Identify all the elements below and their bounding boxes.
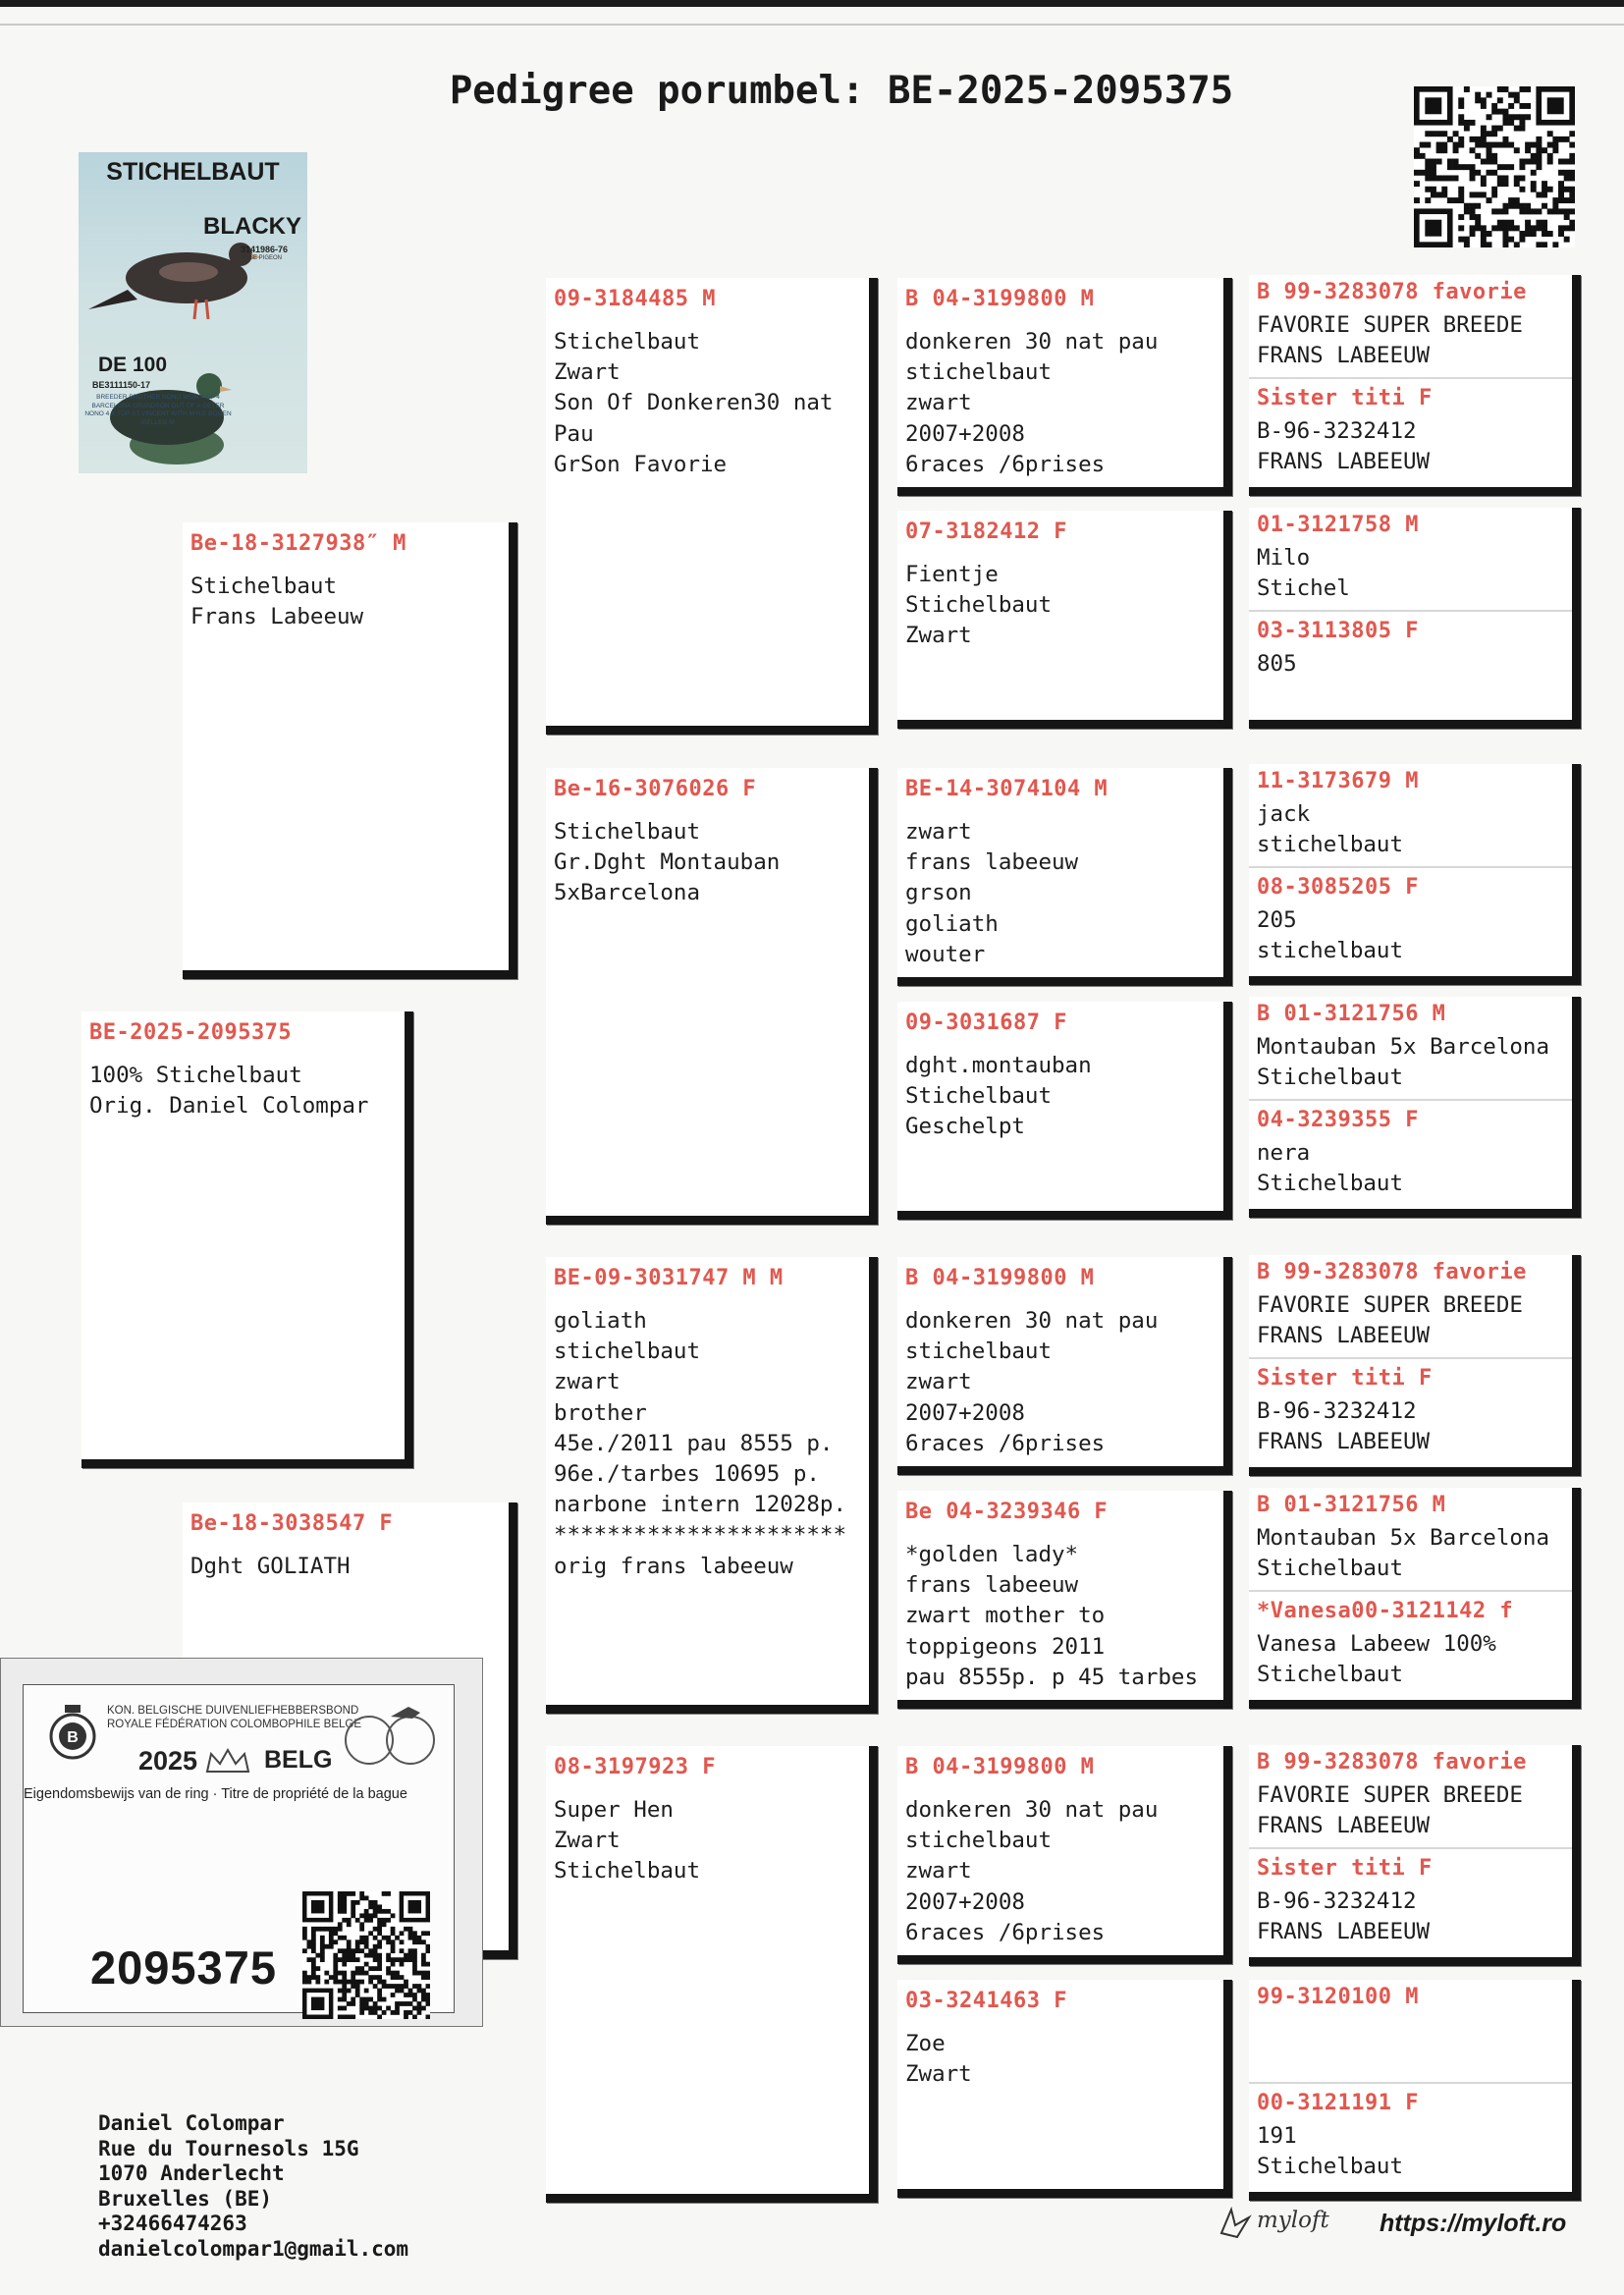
detail-line: zwart [905, 1858, 972, 1885]
detail-line: FAVORIE SUPER BREEDE [1257, 312, 1523, 338]
gen4-divider [1249, 866, 1572, 868]
detail-line: FRANS LABEEUW [1257, 1429, 1431, 1455]
detail-line: goliath [554, 1308, 647, 1334]
certificate-org-nl: KON. BELGISCHE DUIVENLIEFHEBBERSBOND [107, 1705, 359, 1717]
detail-line: 2007+2008 [905, 420, 1025, 447]
detail-line: frans labeeuw [905, 1572, 1079, 1599]
detail-line: Stichelbaut [905, 1083, 1053, 1110]
gen4-ancestor-lower [1257, 1365, 1566, 1457]
detail-line: zwart mother to [905, 1603, 1106, 1629]
detail-line: Stichelbaut [1257, 1662, 1404, 1688]
detail-line: toppigeons 2011 [905, 1633, 1106, 1660]
grandparent-details [554, 327, 859, 480]
gen4-details [1257, 543, 1566, 604]
gen4-ring: 04-3239355 F [1257, 1108, 1419, 1132]
detail-line: FRANS LABEEUW [1257, 343, 1431, 369]
subject-ring: BE-2025-2095375 [89, 1020, 293, 1045]
photo-bird2-name: DE 100 [98, 354, 168, 376]
gen4-ring: 08-3085205 F [1257, 875, 1419, 900]
grandparent-card-3 [546, 1257, 878, 1714]
svg-text:B: B [67, 1729, 79, 1746]
detail-line: Vanesa Labeew 100% [1257, 1631, 1496, 1657]
great-grandparent-details [905, 560, 1214, 652]
detail-line: Frans Labeeuw [190, 604, 364, 630]
subject-details [89, 1061, 395, 1121]
scan-top-line [0, 24, 1624, 26]
address-line: +32466474263 [98, 2212, 247, 2235]
gen4-details [1257, 416, 1566, 477]
gen4-divider [1249, 2082, 1572, 2084]
photo-loft-name: STICHELBAUT [106, 158, 280, 186]
detail-line: jack [1257, 801, 1311, 827]
detail-line: brother [554, 1399, 647, 1426]
sire-details [190, 572, 499, 632]
grandparent-ring: Be-16-3076026 F [554, 777, 757, 801]
scan-top-edge [0, 0, 1624, 7]
great-grandparent-details [905, 817, 1214, 970]
detail-line: FRANS LABEEUW [1257, 449, 1431, 475]
detail-line: Dght GOLIATH [190, 1554, 351, 1579]
gen4-details [1257, 1780, 1566, 1841]
gen4-divider [1249, 1357, 1572, 1359]
dam-details [190, 1552, 499, 1582]
great-grandparent-card-8 [897, 1980, 1232, 2198]
gen4-divider [1249, 1847, 1572, 1849]
detail-line: Stichelbaut [1257, 1171, 1404, 1197]
gen4-ring: *Vanesa00-3121142 f [1257, 1599, 1514, 1623]
dam-ring: Be-18-3038547 F [190, 1511, 394, 1536]
great-grandparent-ring: 07-3182412 F [905, 519, 1067, 544]
gen4-ring: Sister titi F [1257, 386, 1433, 410]
certificate-year: 2025 [138, 1746, 198, 1776]
detail-line: FRANS LABEEUW [1257, 1323, 1431, 1349]
detail-line: grson [905, 880, 972, 906]
detail-line: Pau [554, 420, 594, 447]
detail-line: nera [1257, 1140, 1311, 1166]
crown-icon [203, 1746, 252, 1776]
gen4-ancestor-lower [1257, 618, 1566, 680]
great-grandparent-details [905, 2029, 1214, 2090]
detail-line: Zwart [554, 359, 621, 386]
detail-line: B-96-3232412 [1257, 1888, 1417, 1914]
detail-line: orig frans labeeuw [554, 1553, 793, 1579]
gen4-ring: B 99-3283078 favorie [1257, 1750, 1527, 1775]
detail-line: 805 [1257, 651, 1297, 677]
detail-line: stichelbaut [905, 1828, 1053, 1854]
gen4-ancestor-upper [1257, 512, 1566, 604]
grandparent-card-4 [546, 1746, 878, 2203]
detail-line: Montauban 5x Barcelona [1257, 1034, 1550, 1060]
gen4-details [1257, 2121, 1566, 2182]
owner-address [98, 2111, 408, 2262]
gen4-card-5 [1249, 1255, 1581, 1476]
gen4-ring: 11-3173679 M [1257, 769, 1419, 793]
grandparent-ring: 09-3184485 M [554, 287, 716, 311]
detail-line: 45e./2011 pau 8555 p. [554, 1430, 834, 1456]
grandparent-details [554, 1306, 859, 1582]
gen4-card-3 [1249, 764, 1581, 985]
address-line: 1070 Anderlecht [98, 2161, 285, 2185]
photo-bird2-ring: BE3111150-17 [92, 380, 151, 390]
gen4-divider [1249, 1099, 1572, 1101]
gen4-card-7 [1249, 1745, 1581, 1966]
great-grandparent-details [905, 1051, 1214, 1143]
detail-line: FRANS LABEEUW [1257, 1813, 1431, 1839]
photo-bird1-name: BLACKY [203, 213, 301, 240]
detail-line: Stichelbaut [554, 329, 701, 355]
detail-line: donkeren 30 nat pau [905, 1308, 1159, 1334]
detail-line: 100% Stichelbaut [89, 1063, 302, 1088]
detail-line: Stichelbaut [1257, 1065, 1404, 1091]
grandparent-details [554, 1795, 859, 1887]
detail-line: 2007+2008 [905, 1399, 1025, 1426]
gen4-details [1257, 1886, 1566, 1947]
gen4-details [1257, 1138, 1566, 1199]
ring-certificate [0, 1658, 483, 2027]
detail-line: Stichelbaut [905, 592, 1053, 619]
detail-line: Stichelbaut [1257, 1556, 1404, 1582]
federation-emblem-icon [43, 1703, 102, 1762]
grandparent-card-1 [546, 278, 878, 735]
detail-line: Stichelbaut [554, 1858, 701, 1885]
detail-line: Zwart [905, 623, 972, 649]
gen4-ancestor-lower [1257, 1598, 1566, 1690]
detail-line: Zwart [554, 1828, 621, 1854]
great-grandparent-details [905, 1306, 1214, 1459]
detail-line: dght.montauban [905, 1053, 1092, 1078]
gen4-ring: B 99-3283078 favorie [1257, 1260, 1527, 1284]
detail-line: 6races /6prises [905, 451, 1106, 477]
detail-line: FAVORIE SUPER BREEDE [1257, 1292, 1523, 1318]
great-grandparent-card-5 [897, 1257, 1232, 1475]
gen4-card-6 [1249, 1488, 1581, 1709]
gen4-ancestor-lower [1257, 2090, 1566, 2182]
gen4-details [1257, 1290, 1566, 1351]
gen4-details [1257, 905, 1566, 966]
sire-ring: Be-18-3127938″ M [190, 531, 406, 556]
myloft-bird-icon [1216, 2204, 1255, 2243]
gen4-ring: 03-3113805 F [1257, 619, 1419, 643]
gen4-ring: 99-3120100 M [1257, 1985, 1419, 2009]
detail-line: 191 [1257, 2123, 1297, 2149]
address-line: danielcolompar1@gmail.com [98, 2236, 409, 2261]
gen4-ring: B 99-3283078 favorie [1257, 280, 1527, 304]
great-grandparent-card-1 [897, 278, 1232, 496]
detail-line: wouter [905, 941, 986, 967]
gen4-details [1257, 1032, 1566, 1093]
detail-line: 96e./tarbes 10695 p. [554, 1461, 820, 1488]
detail-line: stichelbaut [905, 1339, 1053, 1365]
gen4-details [1257, 1523, 1566, 1584]
detail-line: Super Hen [554, 1797, 674, 1823]
gen4-ancestor-upper [1257, 768, 1566, 860]
great-grandparent-ring: B 04-3199800 M [905, 1755, 1095, 1779]
great-grandparent-ring: 03-3241463 F [905, 1989, 1067, 2013]
detail-line: GrSon Favorie [554, 451, 728, 477]
detail-line: Orig. Daniel Colompar [89, 1093, 369, 1120]
detail-line: donkeren 30 nat pau [905, 329, 1159, 355]
detail-line: FAVORIE SUPER BREEDE [1257, 1782, 1523, 1808]
detail-line: B-96-3232412 [1257, 1398, 1417, 1424]
fci-logo-icon [340, 1699, 448, 1768]
gen4-ancestor-lower [1257, 1107, 1566, 1199]
detail-line: FRANS LABEEUW [1257, 1919, 1431, 1945]
gen4-divider [1249, 610, 1572, 612]
address-line: Rue du Tournesols 15G [98, 2136, 359, 2160]
certificate-title: Eigendomsbewijs van de ring · Titre de propriété de la bague [24, 1786, 407, 1802]
detail-line: narbone intern 12028p. [554, 1492, 847, 1518]
great-grandparent-card-7 [897, 1746, 1232, 1964]
detail-line: *golden lady* [905, 1542, 1079, 1567]
gen4-ancestor-lower [1257, 385, 1566, 477]
certificate-card [23, 1684, 455, 2013]
gen4-card-8 [1249, 1980, 1581, 2201]
gen4-card-1 [1249, 275, 1581, 496]
detail-line: stichelbaut [905, 359, 1053, 386]
myloft-url[interactable]: https://myloft.ro [1380, 2210, 1567, 2237]
gen4-ancestor-upper [1257, 1492, 1566, 1584]
grandparent-details [554, 817, 859, 909]
page-title: Pedigree porumbel: BE-2025-2095375 [449, 69, 1234, 113]
certificate-country: BELG [264, 1746, 333, 1774]
detail-line: stichelbaut [1257, 938, 1404, 964]
gen4-ancestor-upper [1257, 279, 1566, 371]
detail-line: zwart [905, 819, 972, 845]
great-grandparent-details [905, 1795, 1214, 1948]
pigeon-photo [79, 152, 307, 473]
detail-line: frans labeeuw [905, 849, 1079, 876]
detail-line: Milo [1257, 545, 1311, 571]
detail-line: Stichelbaut [554, 819, 701, 845]
gen4-details [1257, 649, 1566, 680]
gen4-details [1257, 1396, 1566, 1457]
certificate-number: 2095375 [90, 1941, 277, 1994]
certificate-org-fr: ROYALE FÉDÉRATION COLOMBOPHILE BELGE [107, 1719, 362, 1730]
gen4-ring: B 01-3121756 M [1257, 1002, 1446, 1026]
detail-line: zwart [905, 1369, 972, 1395]
great-grandparent-details [905, 1540, 1214, 1693]
gen4-ring: Sister titi F [1257, 1856, 1433, 1881]
gen4-details [1257, 310, 1566, 371]
detail-line: Stichel [1257, 575, 1350, 602]
great-grandparent-card-2 [897, 511, 1232, 729]
detail-line: Fientje [905, 562, 999, 587]
detail-line: Montauban 5x Barcelona [1257, 1525, 1550, 1551]
detail-line: Gr.Dght Montauban [554, 849, 781, 876]
detail-line: Stichelbaut [1257, 2154, 1404, 2180]
grandparent-ring: 08-3197923 F [554, 1755, 716, 1779]
gen4-details [1257, 1629, 1566, 1690]
great-grandparent-ring: B 04-3199800 M [905, 1266, 1095, 1290]
gen4-ring: Sister titi F [1257, 1366, 1433, 1391]
gen4-ancestor-upper [1257, 1259, 1566, 1351]
sire-card [183, 522, 517, 979]
great-grandparent-ring: B 04-3199800 M [905, 287, 1095, 311]
gen4-ancestor-lower [1257, 874, 1566, 966]
detail-line: Geschelpt [905, 1114, 1025, 1140]
gen4-ring: 00-3121191 F [1257, 2091, 1419, 2115]
great-grandparent-card-3 [897, 768, 1232, 986]
gen4-ring: 01-3121758 M [1257, 513, 1419, 537]
grandparent-card-2 [546, 768, 878, 1225]
gen4-details [1257, 799, 1566, 860]
gen4-card-4 [1249, 997, 1581, 1218]
detail-line: ********************** [554, 1522, 847, 1549]
detail-line: stichelbaut [1257, 832, 1404, 858]
great-grandparent-ring: BE-14-3074104 M [905, 777, 1109, 801]
detail-line: 6races /6prises [905, 1430, 1106, 1456]
photo-bird2-description: BREEDER BROTHER NONO WON 4 OF 4 BARCELONA GRANDSON OUT OF A GETER NONO 4 X TOP ST VINCENT WITH MYLE BOGEN GELLEG M [84, 394, 232, 426]
qr-code [1414, 86, 1575, 247]
gen4-ancestor-upper [1257, 1984, 1566, 2015]
detail-line: Zoe [905, 2031, 946, 2056]
detail-line: zwart [905, 390, 972, 416]
detail-line: goliath [905, 910, 999, 937]
myloft-logo: myloft [1257, 2208, 1329, 2233]
great-grandparent-card-4 [897, 1002, 1232, 1220]
gen4-card-2 [1249, 508, 1581, 729]
detail-line: Zwart [905, 2061, 972, 2088]
detail-line: pau 8555p. p 45 tarbes [905, 1664, 1199, 1690]
great-grandparent-ring: 09-3031687 F [905, 1011, 1067, 1035]
gen4-ring: B 01-3121756 M [1257, 1493, 1446, 1517]
detail-line: 2007+2008 [905, 1888, 1025, 1915]
detail-line: Stichelbaut [190, 574, 338, 599]
detail-line: 205 [1257, 907, 1297, 933]
gen4-ancestor-upper [1257, 1001, 1566, 1093]
detail-line: stichelbaut [554, 1339, 701, 1365]
detail-line: zwart [554, 1369, 621, 1395]
great-grandparent-details [905, 327, 1214, 480]
great-grandparent-ring: Be 04-3239346 F [905, 1500, 1109, 1524]
subject-card [81, 1011, 413, 1468]
photo-bird1-sub: BASE PIGEON [241, 255, 282, 261]
address-line: Daniel Colompar [98, 2111, 285, 2135]
detail-line: 5xBarcelona [554, 880, 701, 906]
detail-line: donkeren 30 nat pau [905, 1797, 1159, 1823]
gen4-ancestor-lower [1257, 1855, 1566, 1947]
detail-line: B-96-3232412 [1257, 418, 1417, 444]
grandparent-ring: BE-09-3031747 M M [554, 1266, 784, 1290]
gen4-divider [1249, 1590, 1572, 1592]
gen4-divider [1249, 377, 1572, 379]
detail-line: 6races /6prises [905, 1919, 1106, 1945]
great-grandparent-card-6 [897, 1491, 1232, 1709]
photo-bird1-ring: 3141986-76 [240, 245, 288, 254]
address-line: Bruxelles (BE) [98, 2186, 273, 2211]
gen4-ancestor-upper [1257, 1749, 1566, 1841]
certificate-qr-code [302, 1891, 430, 2019]
detail-line: Son Of Donkeren30 nat [554, 390, 834, 416]
